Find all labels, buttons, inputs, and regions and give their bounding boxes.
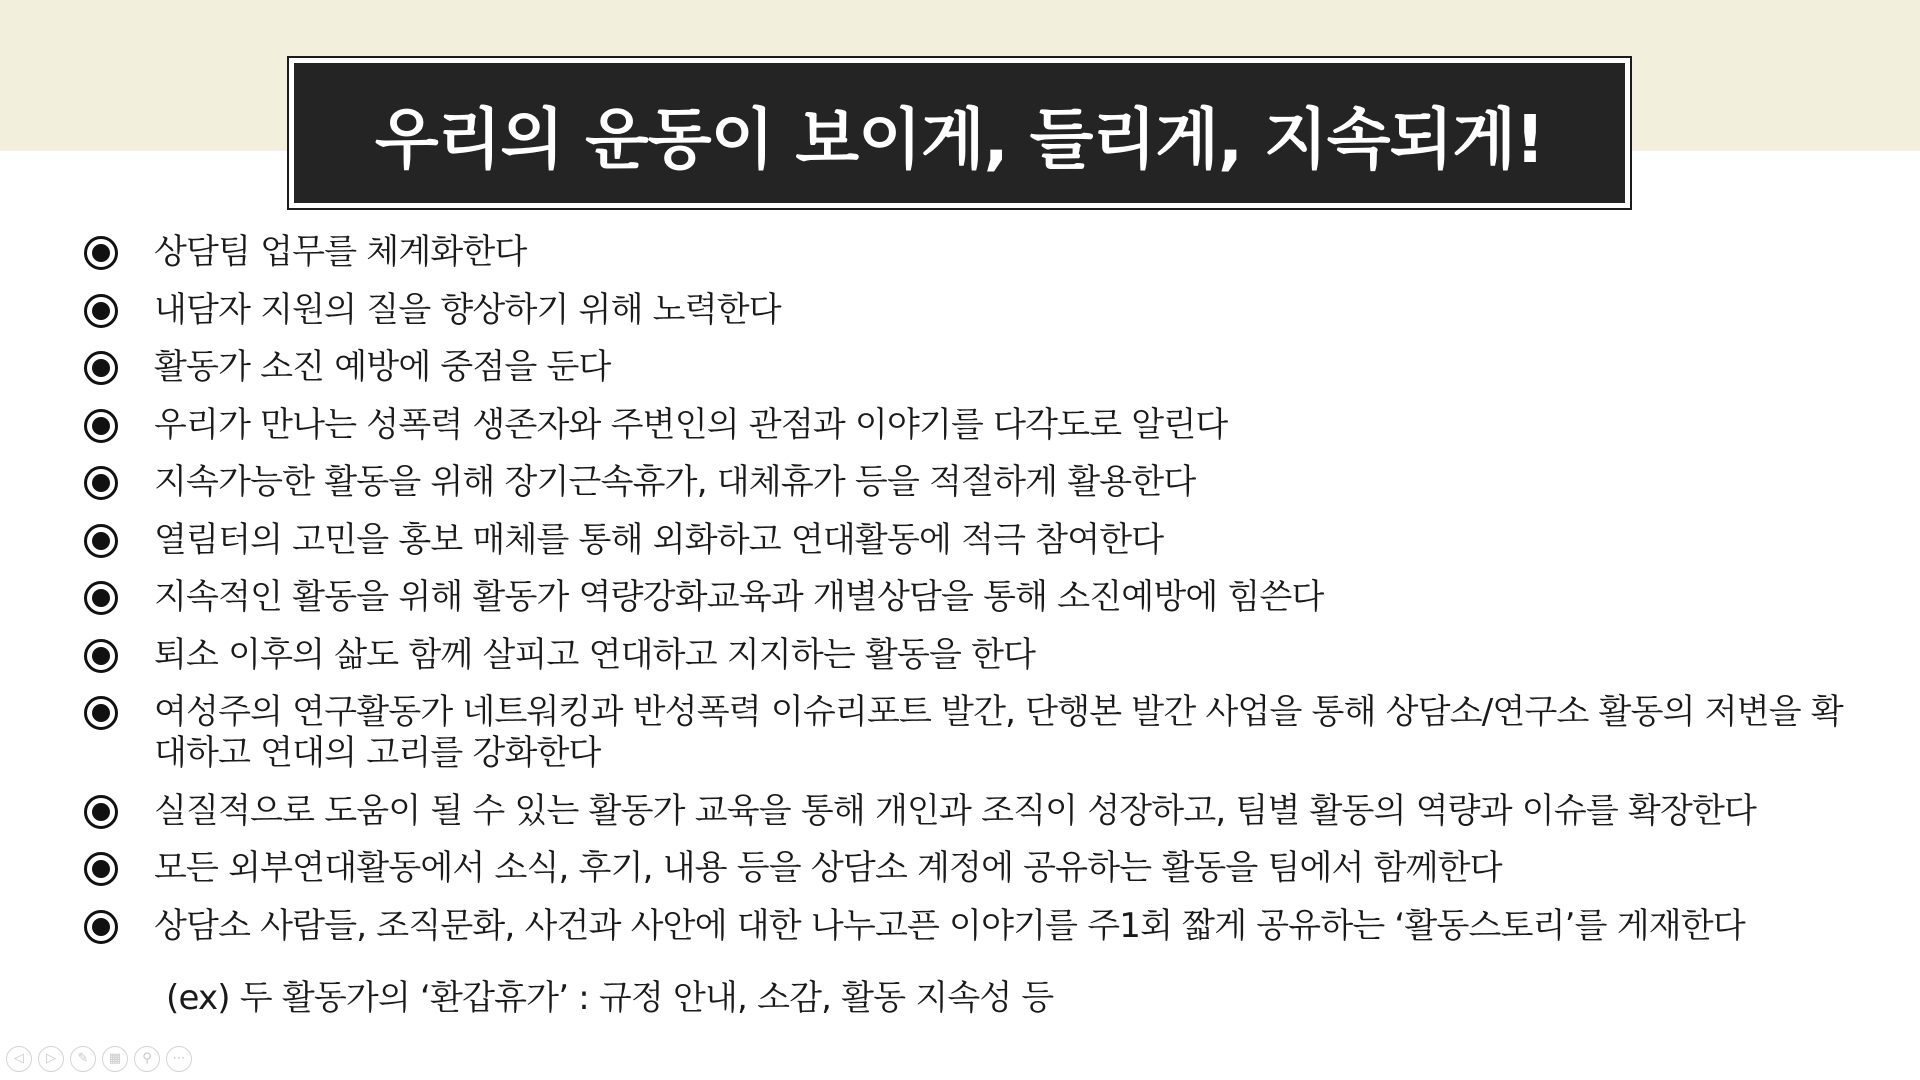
bullet-item [84, 462, 1854, 503]
bullet-text: 여성주의 연구활동가 네트워킹과 반성폭력 이슈리포트 발간, 단행본 발간 사업을 통해 상담소/연구소 활동의 저변을 확대하고 연대의 고리를 강화한다 [154, 692, 1843, 773]
title-box [294, 63, 1625, 203]
bullet-item [84, 232, 1854, 273]
bullet-item [84, 848, 1854, 889]
pen-icon[interactable]: ✎ [70, 1046, 96, 1072]
slides-icon[interactable]: ▦ [102, 1046, 128, 1072]
bullet-text: 실질적으로 도움이 될 수 있는 활동가 교육을 통해 개인과 조직이 성장하고, 팀별 활동의 역량과 이슈를 확장한다 [154, 790, 1757, 831]
radio-bullet-icon [84, 696, 118, 730]
bullet-text: 지속적인 활동을 위해 활동가 역량강화교육과 개별상담을 통해 소진예방에 힘쓴다 [154, 577, 1324, 617]
radio-bullet-icon [84, 351, 118, 385]
example-note: (ex) 두 활동가의 ‘환갑휴가’ : 규정 안내, 소감, 활동 지속성 등 [166, 978, 1054, 1018]
bullet-item [84, 520, 1854, 561]
bullet-text: 열림터의 고민을 홍보 매체를 통해 외화하고 연대활동에 적극 참여한다 [154, 519, 1164, 560]
bullet-text: 활동가 소진 예방에 중점을 둔다 [154, 347, 611, 387]
bullet-list [84, 232, 1864, 963]
radio-bullet-icon [84, 236, 118, 270]
bullet-text: 우리가 만나는 성폭력 생존자와 주변인의 관점과 이야기를 다각도로 알린다 [154, 404, 1228, 445]
next-icon[interactable]: ▷ [38, 1046, 64, 1072]
radio-bullet-icon [84, 294, 118, 328]
bullet-item [84, 405, 1854, 446]
more-icon[interactable]: ⋯ [166, 1046, 192, 1072]
bullet-item [84, 577, 1854, 618]
radio-bullet-icon [84, 852, 118, 886]
radio-bullet-icon [84, 795, 118, 829]
bullet-text: 지속가능한 활동을 위해 장기근속휴가, 대체휴가 등을 적절하게 활용한다 [154, 462, 1196, 502]
bullet-text: 모든 외부연대활동에서 소식, 후기, 내용 등을 상담소 계정에 공유하는 활동을 팀에서 함께한다 [154, 848, 1502, 888]
title-frame [287, 56, 1632, 210]
zoom-icon[interactable]: ⚲ [134, 1046, 160, 1072]
bullet-item [84, 290, 1854, 331]
radio-bullet-icon [84, 466, 118, 500]
radio-bullet-icon [84, 581, 118, 615]
bullet-item [84, 635, 1854, 676]
radio-bullet-icon [84, 910, 118, 944]
slide-title: 우리의 운동이 보이게, 들리게, 지속되게! [374, 100, 1545, 178]
radio-bullet-icon [84, 524, 118, 558]
slideshow-controls [6, 1046, 192, 1072]
bullet-item [84, 347, 1854, 388]
bullet-item [84, 906, 1854, 947]
bullet-item [84, 791, 1854, 832]
bullet-text: 상담팀 업무를 체계화한다 [154, 232, 527, 272]
bullet-text: 퇴소 이후의 삶도 함께 살피고 연대하고 지지하는 활동을 한다 [154, 634, 1036, 675]
bullet-item [84, 692, 1854, 774]
radio-bullet-icon [84, 409, 118, 443]
bullet-text: 내담자 지원의 질을 향상하기 위해 노력한다 [154, 289, 781, 330]
previous-icon[interactable]: ◁ [6, 1046, 32, 1072]
radio-bullet-icon [84, 639, 118, 673]
bullet-text: 상담소 사람들, 조직문화, 사건과 사안에 대한 나누고픈 이야기를 주1회 짧게 공유하는 ‘활동스토리’를 게재한다 [154, 905, 1745, 946]
